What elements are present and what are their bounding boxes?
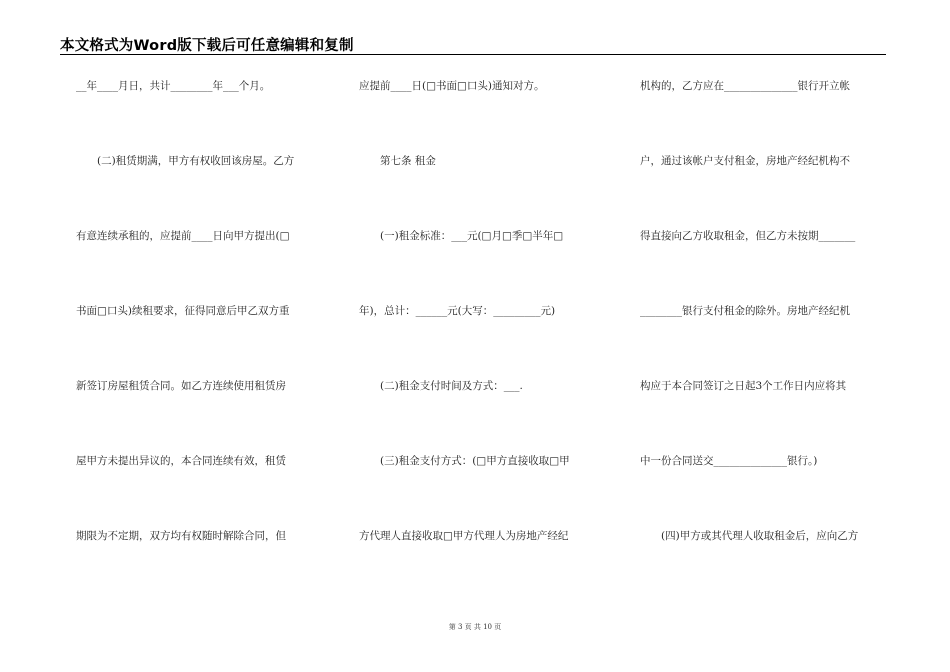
text-line: (二)租赁期满，甲方有权收回该房屋。乙方: [76, 155, 295, 167]
text-line: (一)租金标准：___元(□月□季□半年□: [359, 230, 564, 242]
page-number: 第 3 页 共 10 页: [448, 623, 502, 631]
text-line: 期限为不定期，双方均有权随时解除合同，但: [76, 530, 286, 542]
text-line: 第七条 租金: [359, 155, 436, 167]
text-line: 户，通过该帐户支付租金，房地产经纪机构不: [640, 155, 850, 167]
text-line: (四)甲方或其代理人收取租金后，应向乙方: [640, 530, 859, 542]
text-line: 有意连续承租的，应提前____日向甲方提出(□: [76, 230, 290, 242]
text-line: 构应于本合同签订之日起3个工作日内应将其: [640, 380, 847, 392]
text-line: 应提前____日(□书面□口头)通知对方。: [359, 80, 545, 92]
page-header: [60, 34, 886, 55]
text-line: 得直接向乙方收取租金，但乙方未按期_______: [640, 230, 856, 242]
text-line: ________银行支付租金的除外。房地产经纪机: [640, 305, 850, 317]
text-line: 方代理人直接收取□甲方代理人为房地产经纪: [359, 530, 569, 542]
text-line: (二)租金支付时间及方式：___.: [359, 380, 523, 392]
text-line: 机构的，乙方应在______________银行开立帐: [640, 80, 850, 92]
text-line: 新签订房屋租赁合同。如乙方连续使用租赁房: [76, 380, 286, 392]
text-line: 屋甲方未提出异议的，本合同连续有效，租赁: [76, 455, 286, 467]
text-line: 年)，总计：______元(大写：_________元): [359, 305, 556, 317]
text-line: 中一份合同送交______________银行。): [640, 455, 818, 467]
header-title: 本文格式为Word版下载后可任意编辑和复制: [60, 38, 354, 54]
text-line: 书面□口头)续租要求，征得同意后甲乙双方重: [76, 305, 290, 317]
text-line: __年____月日，共计________年___个月。: [76, 80, 271, 92]
text-line: (三)租金支付方式：(□甲方直接收取□甲: [359, 455, 570, 467]
